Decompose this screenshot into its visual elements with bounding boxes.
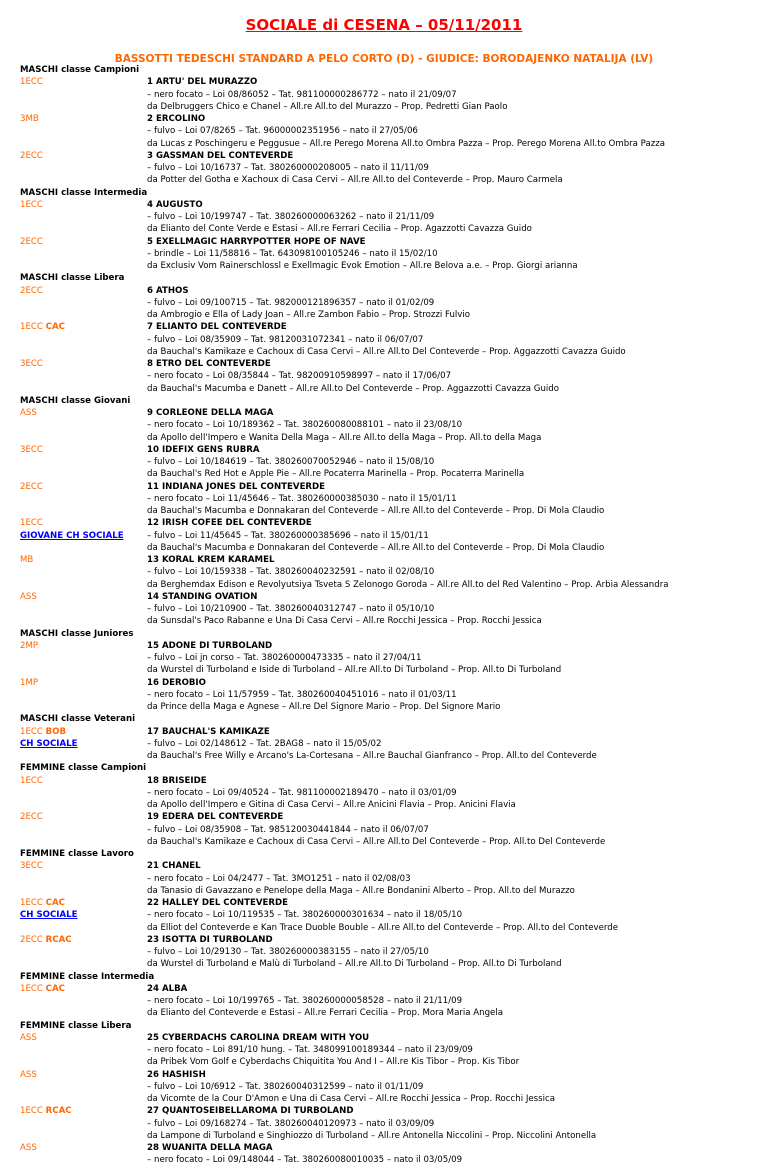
result-column bbox=[20, 909, 140, 921]
dog-detail-line bbox=[20, 615, 760, 627]
dog-detail-line bbox=[20, 1081, 760, 1093]
dog-detail-line bbox=[20, 738, 760, 750]
dog-entry bbox=[20, 358, 760, 370]
dog-details: da Prince della Maga e Agnese – All.re Del Signore Mario – Prop. Del Signore Mario bbox=[147, 702, 501, 712]
dog-entry bbox=[20, 481, 760, 493]
dog-detail-line bbox=[20, 456, 760, 468]
dog-name: 4 AUGUSTO bbox=[147, 199, 203, 210]
result-column bbox=[20, 738, 140, 750]
result-grade: 1ECC bbox=[20, 1106, 43, 1117]
dog-details: da Wurstel di Turboland e Iside di Turboland – All.re All.to Di Turboland – Prop. All.to Di Turboland bbox=[147, 665, 562, 676]
award-badge: BOB bbox=[45, 726, 67, 737]
dog-detail-line bbox=[20, 211, 760, 223]
dog-name: 10 IDEFIX GENS RUBRA bbox=[147, 444, 260, 455]
result-grade: 2MP bbox=[20, 640, 39, 651]
result-grade: 2ECC bbox=[20, 812, 43, 823]
dog-detail-line bbox=[20, 579, 760, 591]
dog-entry bbox=[20, 76, 760, 88]
dog-name: 27 QUANTOSEIBELLAROMA DI TURBOLAND bbox=[147, 1106, 354, 1117]
dog-entry bbox=[20, 726, 760, 738]
title-link[interactable]: GIOVANE CH SOCIALE bbox=[20, 530, 124, 541]
result-grade: 3ECC bbox=[20, 359, 43, 369]
award-badge: RCAC bbox=[45, 1106, 72, 1117]
dog-name: 13 KORAL KREM KARAMEL bbox=[147, 555, 275, 565]
dog-detail-line bbox=[20, 836, 760, 848]
dog-entry bbox=[20, 407, 760, 419]
dog-detail-line bbox=[20, 566, 760, 578]
class-header: MASCHI classe Veterani bbox=[20, 714, 136, 725]
dog-detail-line bbox=[20, 101, 760, 113]
dog-detail-line bbox=[20, 1154, 760, 1166]
dog-name: 1 ARTU' DEL MURAZZO bbox=[147, 77, 258, 88]
result-column bbox=[20, 358, 140, 370]
result-column bbox=[20, 1142, 140, 1154]
result-column bbox=[20, 481, 140, 493]
dog-detail-line bbox=[20, 909, 760, 921]
dog-name: 19 EDERA DEL CONTEVERDE bbox=[147, 812, 284, 823]
dog-name: 11 INDIANA JONES DEL CONTEVERDE bbox=[147, 481, 326, 492]
dog-name: 2 ERCOLINO bbox=[147, 114, 206, 124]
award-badge: CAC bbox=[45, 898, 65, 908]
dog-entry bbox=[20, 811, 760, 823]
dog-name: 15 ADONE DI TURBOLAND bbox=[147, 640, 273, 651]
results-list bbox=[20, 64, 760, 1167]
dog-details: da Exclusiv Vom Rainerschlossl e Exellmagic Evok Emotion – All.re Belova a.e. – Prop. Giorgi arianna bbox=[147, 261, 578, 271]
dog-details: da Potter del Gotha e Xachoux di Casa Cervi – All.re All.to del Conteverde – Prop. Mauro Carmela bbox=[147, 175, 563, 186]
dog-details: – fulvo – Loi 10/6912 – Tat. 380260040312599 – nato il 01/11/09 bbox=[147, 1081, 424, 1092]
dog-detail-line bbox=[20, 346, 760, 358]
dog-details: – nero focato – Loi 11/57959 – Tat. 380260040451016 – nato il 01/03/11 bbox=[147, 689, 457, 700]
result-column bbox=[20, 407, 140, 419]
dog-details: da Wurstel di Turboland e Malù di Turboland – All.re All.to Di Turboland – Prop. All.to Di Turboland bbox=[147, 959, 562, 970]
result-grade: 3ECC bbox=[20, 861, 43, 872]
dog-detail-line bbox=[20, 138, 760, 150]
result-column bbox=[20, 321, 140, 333]
dog-details: da Elianto del Conteverde e Estasi – All.re Ferrari Cecilia – Prop. Mora Maria Angela bbox=[147, 1008, 503, 1019]
dog-detail-line bbox=[20, 1093, 760, 1105]
result-column bbox=[20, 726, 140, 738]
dog-details: da Bauchal's Macumba e Danett – All.re All.to Del Conteverde – Prop. Aggazzotti Cavazza Guido bbox=[147, 383, 559, 394]
result-grade: 1ECC bbox=[20, 726, 43, 737]
dog-detail-line bbox=[20, 603, 760, 615]
dog-details: – nero focato – Loi 10/119535 – Tat. 380260000301634 – nato il 18/05/10 bbox=[147, 910, 463, 921]
class-header: MASCHI classe Libera bbox=[20, 273, 125, 284]
award-badge: CAC bbox=[45, 983, 65, 994]
dog-detail-line bbox=[20, 664, 760, 676]
dog-details: da Bauchal's Red Hot e Apple Pie – All.re Pocaterra Marinella – Prop. Pocaterra Marinella bbox=[147, 469, 525, 480]
class-header: FEMMINE classe Intermedia bbox=[20, 971, 155, 982]
result-column bbox=[20, 1105, 140, 1117]
dog-details: – nero focato – Loi 891/10 hung. – Tat. 348099100189344 – nato il 23/09/09 bbox=[147, 1045, 473, 1055]
dog-details: da Elianto del Conte Verde e Estasi – All.re Ferrari Cecilia – Prop. Agazzotti Cavazza Guido bbox=[147, 224, 532, 235]
result-column bbox=[20, 285, 140, 297]
class-header: MASCHI classe Giovani bbox=[20, 395, 131, 406]
dog-details: da Sunsdal's Paco Rabanne e Una Di Casa Cervi – All.re Rocchi Jessica – Prop. Rocchi Jessica bbox=[147, 616, 542, 627]
result-grade: ASS bbox=[20, 1143, 37, 1153]
dog-details: da Elliot del Conteverde e Kan Trace Duoble Bouble – All.re All.to del Conteverde – Prop. All.to del Conteverde bbox=[147, 922, 618, 933]
dog-details: da Apollo dell'Impero e Gitina di Casa Cervi – All.re Anicini Flavia – Prop. Anicini Flavia bbox=[147, 800, 516, 810]
dog-details: da Bauchal's Macumba e Donnakaran del Conteverde – All.re All.to del Conteverde – Prop. Di Mola Claudio bbox=[147, 506, 605, 516]
result-grade: 2ECC bbox=[20, 481, 43, 492]
dog-entry bbox=[20, 640, 760, 652]
dog-detail-line bbox=[20, 419, 760, 431]
result-grade: 1ECC bbox=[20, 775, 43, 786]
class-header: FEMMINE classe Campioni bbox=[20, 763, 147, 774]
dog-entry bbox=[20, 285, 760, 297]
dog-entry bbox=[20, 897, 760, 909]
dog-name: 23 ISOTTA DI TURBOLAND bbox=[147, 934, 273, 945]
dog-details: – fulvo – Loi 08/35908 – Tat. 985120030441844 – nato il 06/07/07 bbox=[147, 824, 429, 835]
result-grade: 1ECC bbox=[20, 898, 43, 908]
dog-detail-line bbox=[20, 873, 760, 885]
award-badge: RCAC bbox=[45, 934, 72, 945]
class-header: FEMMINE classe Lavoro bbox=[20, 849, 134, 859]
dog-name: 16 DEROBIO bbox=[147, 677, 206, 688]
dog-details: da Delbruggers Chico e Chanel – All.re All.to del Murazzo – Prop. Pedretti Gian Paolo bbox=[147, 101, 508, 112]
dog-details: da Bauchal's Kamikaze e Cachoux di Casa Cervi – All.re All.to Del Conteverde – Prop. Aggazzotti Cavazza Guido bbox=[147, 346, 626, 357]
result-column bbox=[20, 236, 140, 248]
result-column bbox=[20, 591, 140, 603]
result-column bbox=[20, 1032, 140, 1044]
dog-detail-line bbox=[20, 946, 760, 958]
dog-name: 17 BAUCHAL'S KAMIKAZE bbox=[147, 726, 270, 737]
dog-entry bbox=[20, 860, 760, 872]
dog-detail-line bbox=[20, 174, 760, 186]
dog-name: 21 CHANEL bbox=[147, 861, 201, 872]
dog-name: 6 ATHOS bbox=[147, 285, 189, 296]
result-column bbox=[20, 444, 140, 456]
dog-detail-line bbox=[20, 334, 760, 346]
page-title: SOCIALE di CESENA – 05/11/2011 bbox=[245, 16, 523, 34]
result-grade: 2ECC bbox=[20, 934, 43, 945]
dog-details: da Lampone di Turboland e Singhiozzo di Turboland – All.re Antonella Niccolini – Prop. Niccolini Antonella bbox=[147, 1130, 597, 1141]
class-header: MASCHI classe Campioni bbox=[20, 65, 140, 75]
dog-details: da Berghemdax Edison e Revolyutsiya Tsveta S Zelonogo Goroda – All.re All.to del Red Valentino – Prop. Arbia Alessandra bbox=[147, 579, 669, 590]
dog-entry bbox=[20, 517, 760, 529]
dog-name: 28 WUANITA DELLA MAGA bbox=[147, 1143, 273, 1153]
dog-details: – nero focato – Loi 10/189362 – Tat. 380260080088101 – nato il 23/08/10 bbox=[147, 420, 463, 431]
class-header: FEMMINE classe Libera bbox=[20, 1020, 132, 1031]
dog-detail-line bbox=[20, 1007, 760, 1019]
result-grade: 2ECC bbox=[20, 285, 43, 296]
dog-details: da Pribek Vom Golf e Cyberdachs Chiquitita You And I – All.re Kis Tibor – Prop. Kis Tibor bbox=[147, 1057, 520, 1068]
result-column bbox=[20, 677, 140, 689]
dog-details: da Bauchal's Kamikaze e Cachoux di Casa Cervi – All.re All.to Del Conteverde – Prop. All.to Del Conteverde bbox=[147, 836, 606, 847]
dog-details: da Apollo dell'Impero e Wanita Della Maga – All.re All.to della Maga – Prop. All.to della Maga bbox=[147, 432, 542, 443]
dog-detail-line bbox=[20, 750, 760, 762]
dog-entry bbox=[20, 1032, 760, 1044]
dog-name: 26 HASHISH bbox=[147, 1069, 206, 1080]
dog-details: – fulvo – Loi 09/100715 – Tat. 982000121896357 – nato il 01/02/09 bbox=[147, 297, 435, 308]
dog-entry bbox=[20, 677, 760, 689]
dog-detail-line bbox=[20, 885, 760, 897]
dog-name: 5 EXELLMAGIC HARRYPOTTER HOPE OF NAVE bbox=[147, 236, 366, 247]
dog-detail-line bbox=[20, 1118, 760, 1130]
dog-entry bbox=[20, 444, 760, 456]
dog-name: 3 GASSMAN DEL CONTEVERDE bbox=[147, 150, 294, 161]
dog-detail-line bbox=[20, 799, 760, 811]
dog-detail-line bbox=[20, 824, 760, 836]
result-grade: ASS bbox=[20, 1069, 37, 1080]
award-badge: CAC bbox=[45, 322, 65, 333]
dog-entry bbox=[20, 321, 760, 333]
result-grade: ASS bbox=[20, 591, 37, 602]
dog-details: – fulvo – Loi 10/159338 – Tat. 380260040232591 – nato il 02/08/10 bbox=[147, 567, 435, 578]
result-column bbox=[20, 811, 140, 823]
dog-detail-line bbox=[20, 995, 760, 1007]
result-column bbox=[20, 860, 140, 872]
result-column bbox=[20, 775, 140, 787]
dog-detail-line bbox=[20, 297, 760, 309]
result-column bbox=[20, 530, 140, 542]
dog-entry bbox=[20, 1069, 760, 1081]
result-column bbox=[20, 640, 140, 652]
dog-details: – fulvo – Loi jn corso – Tat. 380260000473335 – nato il 27/04/11 bbox=[147, 653, 422, 663]
result-grade: 1ECC bbox=[20, 199, 43, 210]
dog-detail-line bbox=[20, 958, 760, 970]
dog-details: – fulvo – Loi 02/148612 – Tat. 2BAG8 – nato il 15/05/02 bbox=[147, 738, 382, 749]
dog-details: da Tanasio di Gavazzano e Penelope della Maga – All.re Bondanini Alberto – Prop. All.to del Murazzo bbox=[147, 885, 575, 896]
result-grade: 1ECC bbox=[20, 77, 43, 88]
dog-entry bbox=[20, 934, 760, 946]
dog-entry bbox=[20, 236, 760, 248]
dog-name: 12 IRISH COFEE DEL CONTEVERDE bbox=[147, 518, 312, 529]
dog-detail-line bbox=[20, 787, 760, 799]
dog-details: – fulvo – Loi 10/184619 – Tat. 380260070052946 – nato il 15/08/10 bbox=[147, 457, 435, 467]
dog-details: da Bauchal's Macumba e Donnakaran del Conteverde – All.re All.to del Conteverde – Prop. Di Mola Claudio bbox=[147, 542, 605, 553]
result-column bbox=[20, 199, 140, 211]
dog-name: 25 CYBERDACHS CAROLINA DREAM WITH YOU bbox=[147, 1032, 370, 1043]
dog-entry bbox=[20, 1105, 760, 1117]
result-grade: MB bbox=[20, 555, 34, 565]
dog-detail-line bbox=[20, 689, 760, 701]
result-grade: 1ECC bbox=[20, 518, 43, 529]
dog-details: da Bauchal's Free Willy e Arcano's La-Cortesana – All.re Bauchal Gianfranco – Prop. All.to del Conteverde bbox=[147, 751, 597, 761]
dog-detail-line bbox=[20, 260, 760, 272]
dog-entry bbox=[20, 113, 760, 125]
result-grade: 3MB bbox=[20, 114, 39, 124]
dog-detail-line bbox=[20, 1130, 760, 1142]
dog-name: 8 ETRO DEL CONTEVERDE bbox=[147, 359, 271, 369]
dog-details: – nero focato – Loi 11/45646 – Tat. 380260000385030 – nato il 15/01/11 bbox=[147, 493, 457, 504]
class-header: MASCHI classe Juniores bbox=[20, 628, 134, 639]
title-link[interactable]: CH SOCIALE bbox=[20, 910, 78, 921]
dog-detail-line bbox=[20, 493, 760, 505]
dog-detail-line bbox=[20, 1044, 760, 1056]
result-grade: 1ECC bbox=[20, 322, 43, 333]
dog-name: 22 HALLEY DEL CONTEVERDE bbox=[147, 898, 288, 908]
result-column bbox=[20, 1069, 140, 1081]
dog-entry bbox=[20, 150, 760, 162]
dog-detail-line bbox=[20, 432, 760, 444]
dog-entry bbox=[20, 983, 760, 995]
dog-detail-line bbox=[20, 370, 760, 382]
dog-details: da Lucas z Poschingeru e Peggusue – All.re Perego Morena All.to Ombra Pazza – Prop. Perego Morena All.to Ombra Pazza bbox=[147, 138, 666, 149]
dog-name: 24 ALBA bbox=[147, 983, 188, 994]
result-column bbox=[20, 554, 140, 566]
dog-detail-line bbox=[20, 701, 760, 713]
breed-judge-subtitle: BASSOTTI TEDESCHI STANDARD A PELO CORTO (D) - GIUDICE: BORODAJENKO NATALIJA (LV) bbox=[114, 53, 654, 65]
result-column bbox=[20, 517, 140, 529]
result-column bbox=[20, 897, 140, 909]
result-column bbox=[20, 76, 140, 88]
dog-details: – fulvo – Loi 10/16737 – Tat. 380260000208005 – nato il 11/11/09 bbox=[147, 163, 429, 173]
dog-detail-line bbox=[20, 505, 760, 517]
dog-details: – nero focato – Loi 09/148044 – Tat. 380260080010035 – nato il 03/05/09 bbox=[147, 1155, 463, 1166]
class-header: MASCHI classe Intermedia bbox=[20, 187, 148, 198]
dog-name: 9 CORLEONE DELLA MAGA bbox=[147, 408, 274, 418]
dog-detail-line bbox=[20, 652, 760, 664]
dog-details: – fulvo – Loi 10/29130 – Tat. 380260000383155 – nato il 27/05/10 bbox=[147, 947, 429, 957]
dog-detail-line bbox=[20, 922, 760, 934]
result-column bbox=[20, 150, 140, 162]
result-grade: 3ECC bbox=[20, 444, 43, 455]
dog-details: – nero focato – Loi 10/199765 – Tat. 380260000058528 – nato il 21/11/09 bbox=[147, 996, 463, 1006]
dog-detail-line bbox=[20, 309, 760, 321]
dog-detail-line bbox=[20, 530, 760, 542]
dog-details: – nero focato – Loi 09/40524 – Tat. 981100002189470 – nato il 03/01/09 bbox=[147, 787, 457, 798]
dog-details: – nero focato – Loi 04/2477 – Tat. 3MO1251 – nato il 02/08/03 bbox=[147, 873, 411, 884]
dog-details: – brindle – Loi 11/58816 – Tat. 643098100105246 – nato il 15/02/10 bbox=[147, 248, 438, 259]
dog-details: – fulvo – Loi 11/45645 – Tat. 380260000385696 – nato il 15/01/11 bbox=[147, 530, 429, 541]
dog-details: da Vicomte de la Cour D'Amon e Una di Casa Cervi – All.re Rocchi Jessica – Prop. Rocchi Jessica bbox=[147, 1094, 555, 1104]
result-column bbox=[20, 113, 140, 125]
dog-detail-line bbox=[20, 542, 760, 554]
dog-details: – nero focato – Loi 08/86052 – Tat. 981100000286772 – nato il 21/09/07 bbox=[147, 89, 457, 100]
dog-entry bbox=[20, 591, 760, 603]
dog-detail-line bbox=[20, 1056, 760, 1068]
dog-detail-line bbox=[20, 89, 760, 101]
dog-details: – fulvo – Loi 08/35909 – Tat. 98120031072341 – nato il 06/07/07 bbox=[147, 334, 424, 345]
dog-entry bbox=[20, 775, 760, 787]
result-grade: 2ECC bbox=[20, 236, 43, 247]
result-grade: 2ECC bbox=[20, 150, 43, 161]
dog-entry bbox=[20, 554, 760, 566]
result-grade: 1ECC bbox=[20, 983, 43, 994]
dog-detail-line bbox=[20, 468, 760, 480]
result-column bbox=[20, 983, 140, 995]
dog-name: 7 ELIANTO DEL CONTEVERDE bbox=[147, 322, 287, 333]
result-grade: ASS bbox=[20, 408, 37, 418]
dog-details: – fulvo – Loi 10/210900 – Tat. 380260040312747 – nato il 05/10/10 bbox=[147, 604, 435, 614]
dog-details: – fulvo – Loi 07/8265 – Tat. 96000002351956 – nato il 27/05/06 bbox=[147, 126, 418, 137]
dog-detail-line bbox=[20, 223, 760, 235]
dog-entry bbox=[20, 199, 760, 211]
dog-detail-line bbox=[20, 125, 760, 137]
title-link[interactable]: CH SOCIALE bbox=[20, 738, 78, 749]
result-column bbox=[20, 934, 140, 946]
dog-details: – fulvo – Loi 09/168274 – Tat. 380260040120973 – nato il 03/09/09 bbox=[147, 1118, 435, 1129]
dog-detail-line bbox=[20, 383, 760, 395]
dog-details: – nero focato – Loi 08/35844 – Tat. 98200910598997 – nato il 17/06/07 bbox=[147, 371, 452, 382]
dog-detail-line bbox=[20, 162, 760, 174]
result-grade: ASS bbox=[20, 1032, 37, 1043]
dog-details: da Ambrogio e Ella of Lady Joan – All.re Zambon Fabio – Prop. Strozzi Fulvio bbox=[147, 310, 471, 320]
dog-details: – fulvo – Loi 10/199747 – Tat. 380260000063262 – nato il 21/11/09 bbox=[147, 212, 435, 222]
dog-name: 18 BRISEIDE bbox=[147, 775, 207, 786]
dog-entry bbox=[20, 1142, 760, 1154]
dog-name: 14 STANDING OVATION bbox=[147, 591, 258, 602]
dog-detail-line bbox=[20, 248, 760, 260]
result-grade: 1MP bbox=[20, 677, 39, 688]
